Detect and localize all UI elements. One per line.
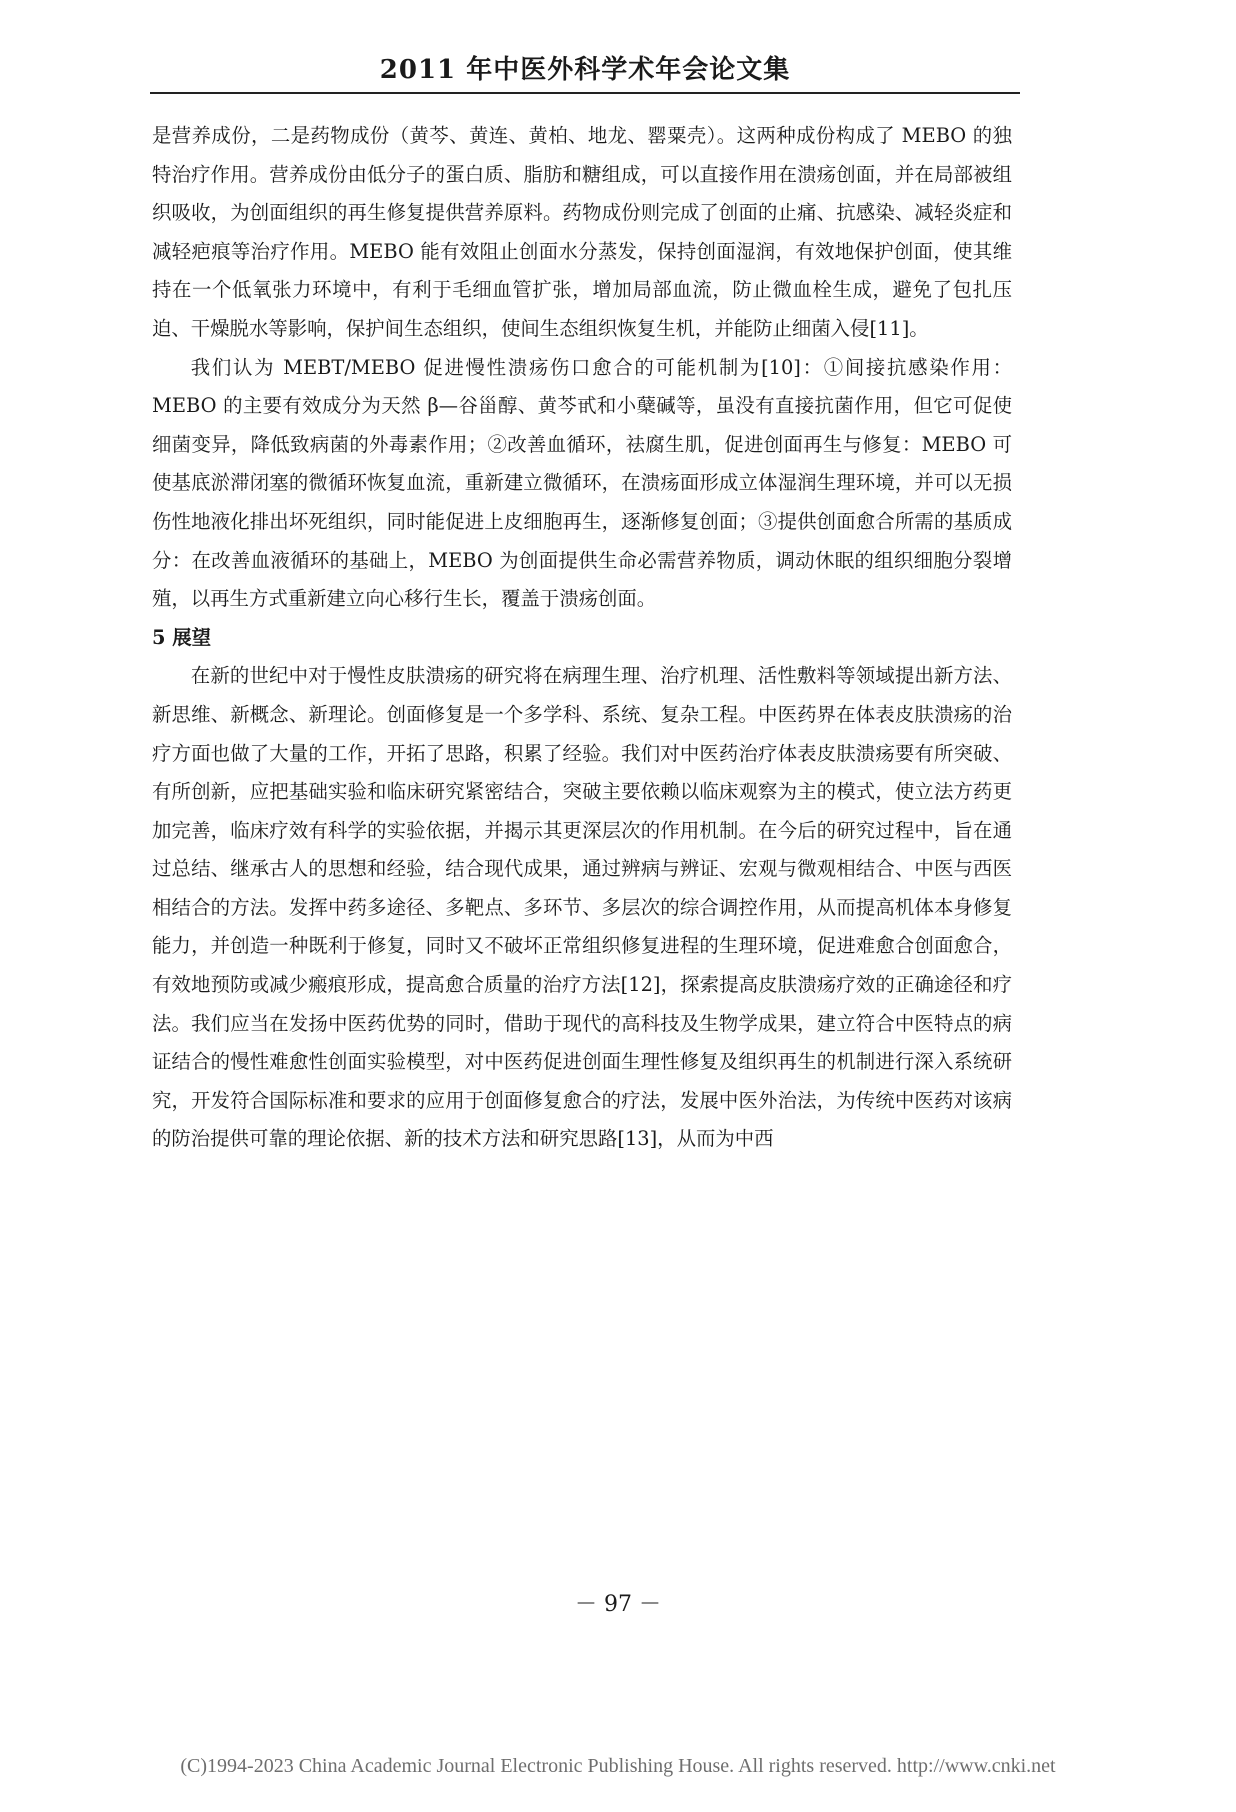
body-text: [152, 117, 1012, 1159]
section-heading-outlook: 5 展望: [152, 625, 212, 649]
page-number: － 97 －: [575, 1592, 661, 1617]
running-header: [150, 52, 1020, 88]
copyright-footer: (C)1994-2023 China Academic Journal Electronic Publishing House. All rights reserved. http://www.cnki.net: [180, 1755, 1056, 1777]
running-header-title: 2011 年中医外科学术年会论文集: [379, 55, 791, 85]
header-divider: [150, 92, 1020, 94]
paragraph-continued: 是营养成份，二是药物成份（黄芩、黄连、黄柏、地龙、罂粟壳）。这两种成份构成了 MEBO 的独特治疗作用。营养成份由低分子的蛋白质、脂肪和糖组成，可以直接作用在溃疡创面，并在局部被组织吸收，为创面组织的再生修复提供营养原料。药物成份则完成了创面的止痛、抗感染、减轻炎症和减轻疤痕等治疗作用。MEBO 能有效阻止创面水分蒸发，保持创面湿润，有效地保护创面，使其维持在一个低氧张力环境中，有利于毛细血管扩张，增加局部血流，防止微血栓生成，避免了包扎压迫、干燥脱水等影响，保护间生态组织，使间生态组织恢复生机，并能防止细菌入侵[11]。: [152, 124, 1012, 340]
paragraph-outlook: 在新的世纪中对于慢性皮肤溃疡的研究将在病理生理、治疗机理、活性敷料等领域提出新方法、新思维、新概念、新理论。创面修复是一个多学科、系统、复杂工程。中医药界在体表皮肤溃疡的治疗方面也做了大量的工作，开拓了思路，积累了经验。我们对中医药治疗体表皮肤溃疡要有所突破、有所创新，应把基础实验和临床研究紧密结合，突破主要依赖以临床观察为主的模式，使立法方药更加完善，临床疗效有科学的实验依据，并揭示其更深层次的作用机制。在今后的研究过程中，旨在通过总结、继承古人的思想和经验，结合现代成果，通过辨病与辨证、宏观与微观相结合、中医与西医相结合的方法。发挥中药多途径、多靶点、多环节、多层次的综合调控作用，从而提高机体本身修复能力，并创造一种既利于修复，同时又不破坏正常组织修复进程的生理环境，促进难愈合创面愈合，有效地预防或减少瘢痕形成，提高愈合质量的治疗方法[12]，探索提高皮肤溃疡疗效的正确途径和疗法。我们应当在发扬中医药优势的同时，借助于现代的高科技及生物学成果，建立符合中医特点的病证结合的慢性难愈性创面实验模型，对中医药促进创面生理性修复及组织再生的机制进行深入系统研究，开发符合国际标准和要求的应用于创面修复愈合的疗法，发展中医外治法，为传统中医药对该病的防治提供可靠的理论依据、新的技术方法和研究思路[13]，从而为中西: [152, 664, 1012, 1151]
paragraph-mechanism: 我们认为 MEBT/MEBO 促进慢性溃疡伤口愈合的可能机制为[10]：①间接抗感染作用：MEBO 的主要有效成分为天然 β—谷甾醇、黄芩甙和小蘖碱等，虽没有直接抗菌作用，但它可促使细菌变异，降低致病菌的外毒素作用；②改善血循环，祛腐生肌，促进创面再生与修复：MEBO 可使基底淤滞闭塞的微循环恢复血流，重新建立微循环，在溃疡面形成立体湿润生理环境，并可以无损伤性地液化排出坏死组织，同时能促进上皮细胞再生，逐渐修复创面；③提供创面愈合所需的基质成分：在改善血液循环的基础上，MEBO 为创面提供生命必需营养物质，调动休眠的组织细胞分裂增殖，以再生方式重新建立向心移行生长，覆盖于溃疡创面。: [152, 355, 1012, 611]
